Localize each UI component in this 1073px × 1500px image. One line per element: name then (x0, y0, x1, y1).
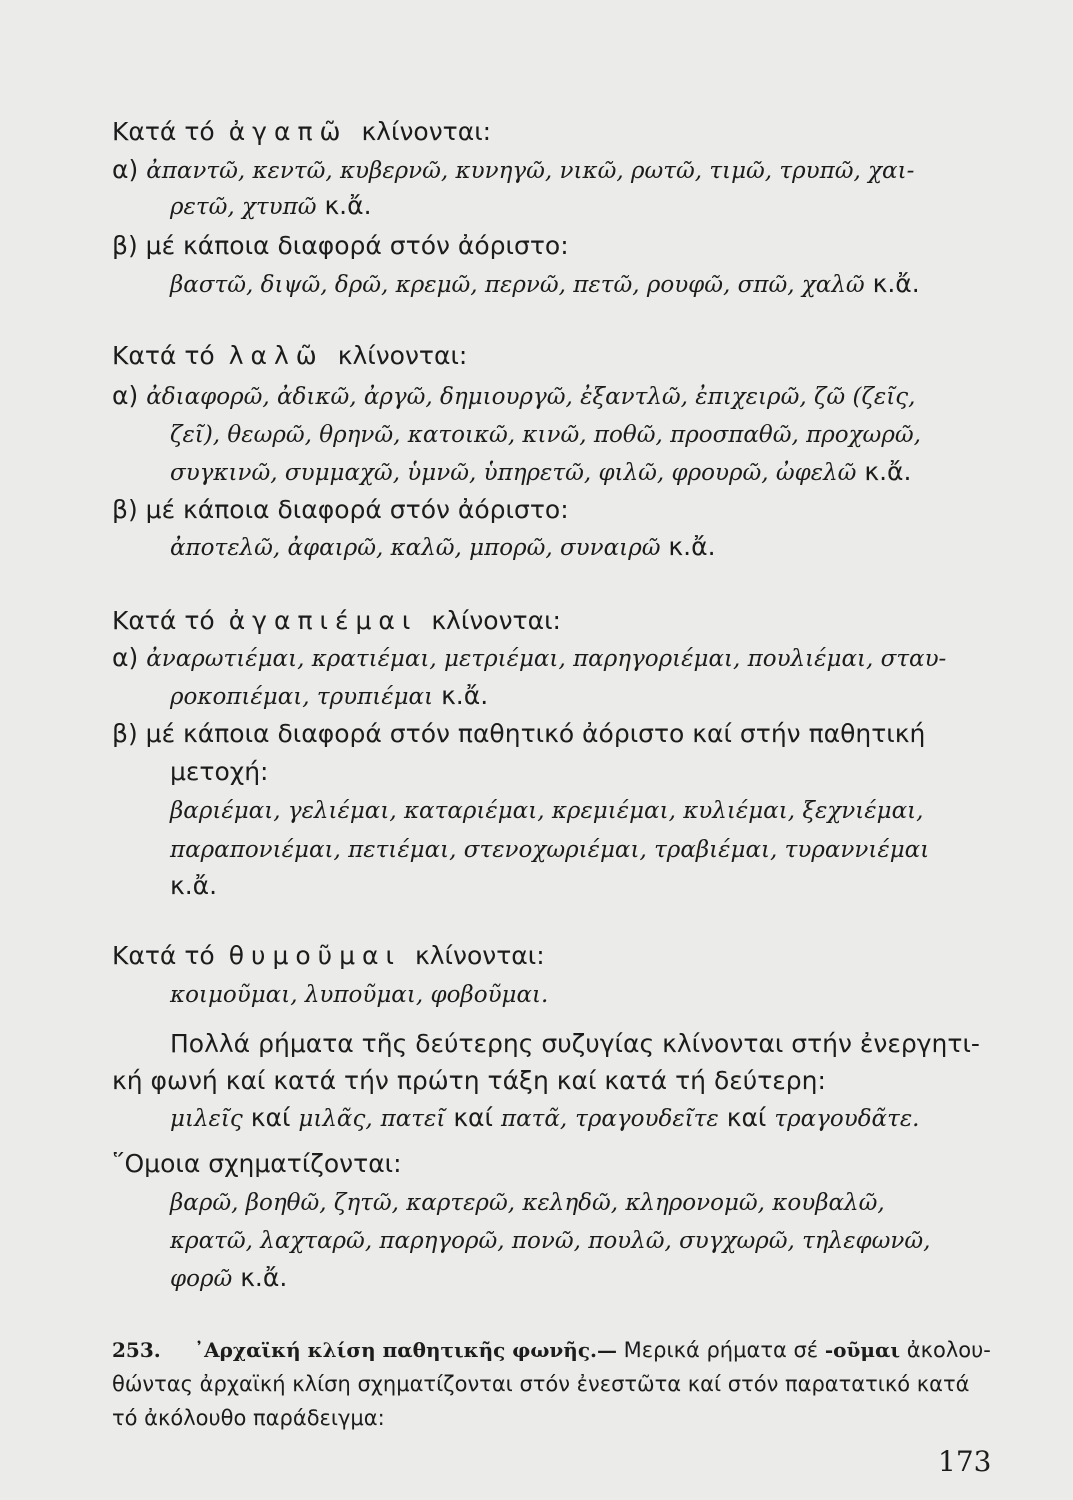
conjunction: καί (250, 1103, 291, 1132)
s3-a-line2 (170, 680, 488, 713)
s3-b-abbr (170, 870, 217, 902)
section-253-line2 (112, 1368, 969, 1400)
section-253-line1 (112, 1334, 991, 1366)
conjunction: καί (453, 1103, 493, 1132)
verb-list: κρατῶ, λαχταρῶ, παρηγορῶ, πονῶ, πουλῶ, συγχωρῶ, τηλεφωνῶ, (170, 1228, 931, 1254)
s3-b-line2 (170, 756, 268, 788)
example-form: τραγουδᾶτε. (774, 1106, 920, 1132)
section-text: ἀκολου- (906, 1338, 991, 1362)
s2-a-line2 (170, 418, 921, 451)
verb-list: συγκινῶ, συμμαχῶ, ὑμνῶ, ὑπηρετῶ, φιλῶ, φρουρῶ, ὠφελῶ (170, 460, 857, 486)
s3-b-line (112, 718, 925, 750)
item-text: μέ κάποια διαφορά στόν παθητικό ἀόριστο καί στήν παθητική (145, 719, 926, 748)
item-label: β) (112, 231, 138, 260)
section-number: 253. (112, 1338, 161, 1362)
s1-b-line (112, 230, 569, 262)
s2-b-verbs (170, 531, 716, 564)
paragraph-line2 (112, 1065, 826, 1097)
verb-list: βαριέμαι, γελιέμαι, καταριέμαι, κρεμιέμαι, κυλιέμαι, ξεχνιέμαι, (170, 798, 924, 824)
similar-verbs2 (170, 1224, 930, 1257)
verb-list: ροκοπιέμαι, τρυπιέμαι (170, 684, 434, 710)
example-form: πατᾶ, (500, 1106, 568, 1132)
item-text: μέ κάποια διαφορά στόν ἀόριστο: (145, 231, 569, 260)
heading-verb: ἀγαπιέμαι (228, 606, 418, 635)
example-form: τραγουδεῖτε (575, 1106, 719, 1132)
section-title: ᾿Αρχαϊκή κλίση παθητικῆς φωνῆς.— (194, 1338, 617, 1362)
example-form: πατεῖ (380, 1106, 446, 1132)
example-form: μιλᾶς, (298, 1106, 373, 1132)
paragraph-text: ῞Ομοια σχηματίζονται: (112, 1149, 402, 1178)
verb-list: ἀποτελῶ, ἀφαιρῶ, καλῶ, μπορῶ, συναιρῶ (170, 535, 661, 561)
item-label: α) (112, 643, 139, 672)
verb-list: φορῶ (170, 1266, 233, 1292)
item-label: β) (112, 495, 138, 524)
s1-a-line1 (112, 154, 914, 187)
paragraph-text: Πολλά ρήματα τῆς δεύτερης συζυγίας κλίνονται στήν ἐνεργητι- (170, 1029, 980, 1058)
abbr: κ.ἄ. (441, 681, 489, 710)
verb-list: ζεῖ), θεωρῶ, θρηνῶ, κατοικῶ, κινῶ, ποθῶ, προσπαθῶ, προχωρῶ, (170, 422, 921, 448)
section-text: τό ἀκόλουθο παράδειγμα: (112, 1406, 385, 1430)
example-form: μιλεῖς (170, 1106, 243, 1132)
abbr: κ.ἄ. (240, 1263, 288, 1292)
heading-tail: κλίνονται: (337, 341, 468, 370)
section-253-line3 (112, 1402, 385, 1434)
page-number: 173 (938, 1445, 992, 1478)
section-text: θώντας ἀρχαϊκή κλίση σχηματίζονται στόν ἐνεστῶτα καί στόν παρατατικό κατά (112, 1372, 970, 1396)
s1-b-verbs (170, 268, 920, 301)
heading-lead: Κατά τό (112, 341, 215, 370)
heading-tail: κλίνονται: (361, 117, 492, 146)
conjunction: καί (726, 1103, 767, 1132)
heading-tail: κλίνονται: (431, 606, 561, 635)
verb-list: ρετῶ, χτυπῶ (170, 194, 317, 220)
section-text: Μερικά ρήματα σέ (623, 1338, 819, 1362)
paragraph-text: κή φωνή καί κατά τήν πρώτη τάξη καί κατά τή δεύτερη: (112, 1066, 826, 1095)
s3-b-verbs1 (170, 794, 923, 827)
s2-a-line3 (170, 456, 911, 489)
heading-verb: λαλῶ (228, 341, 324, 370)
heading-verb: ἀγαπῶ (228, 117, 348, 146)
s1-a-line2 (170, 190, 372, 223)
heading-verb: θυμοῦμαι (228, 941, 401, 970)
s3-a-line1 (112, 642, 946, 675)
similar-verbs1 (170, 1186, 885, 1219)
verb-list: βαστῶ, διψῶ, δρῶ, κρεμῶ, περνῶ, πετῶ, ρουφῶ, σπῶ, χαλῶ (170, 272, 865, 298)
verb-list: παραπονιέμαι, πετιέμαι, στενοχωριέμαι, τραβιέμαι, τυραννιέμαι (170, 837, 930, 863)
heading-tail: κλίνονται: (414, 941, 545, 970)
verb-list: βαρῶ, βοηθῶ, ζητῶ, καρτερῶ, κεληδῶ, κληρονομῶ, κουβαλῶ, (170, 1190, 885, 1216)
s3-b-verbs2 (170, 833, 929, 866)
similar-verbs3 (170, 1262, 287, 1295)
heading-lead: Κατά τό (112, 606, 215, 635)
item-text: μέ κάποια διαφορά στόν ἀόριστο: (145, 495, 569, 524)
item-text: μετοχή: (170, 757, 269, 786)
heading-agapiemai (112, 605, 561, 637)
heading-lead: Κατά τό (112, 941, 215, 970)
item-label: α) (112, 381, 139, 410)
paragraph-examples (170, 1102, 919, 1135)
heading-agapo (112, 116, 491, 148)
ending: -οῦμαι (824, 1338, 901, 1362)
abbr: κ.ἄ. (668, 532, 716, 561)
verb-list: ἀναρωτιέμαι, κρατιέμαι, μετριέμαι, παρηγοριέμαι, πουλιέμαι, σταυ- (146, 646, 947, 672)
item-label: α) (112, 155, 139, 184)
abbr: κ.ἄ. (170, 871, 218, 900)
verb-list: ἀπαντῶ, κεντῶ, κυβερνῶ, κυνηγῶ, νικῶ, ρωτῶ, τιμῶ, τρυπῶ, χαι- (146, 158, 915, 184)
heading-lead: Κατά τό (112, 117, 215, 146)
abbr: κ.ἄ. (864, 457, 912, 486)
paragraph-line1 (170, 1028, 980, 1060)
abbr: κ.ἄ. (324, 191, 372, 220)
verb-list: ἀδιαφορῶ, ἀδικῶ, ἀργῶ, δημιουργῶ, ἐξαντλῶ, ἐπιχειρῶ, ζῶ (ζεῖς, (146, 384, 916, 410)
s2-a-line1 (112, 380, 915, 413)
heading-lalo (112, 340, 467, 372)
s4-verbs (170, 978, 548, 1011)
abbr: κ.ἄ. (872, 269, 920, 298)
verb-list: κοιμοῦμαι, λυποῦμαι, φοβοῦμαι. (170, 982, 549, 1008)
s2-b-line (112, 494, 569, 526)
heading-thymoumai (112, 940, 545, 972)
similar-heading (112, 1148, 402, 1180)
item-label: β) (112, 719, 138, 748)
